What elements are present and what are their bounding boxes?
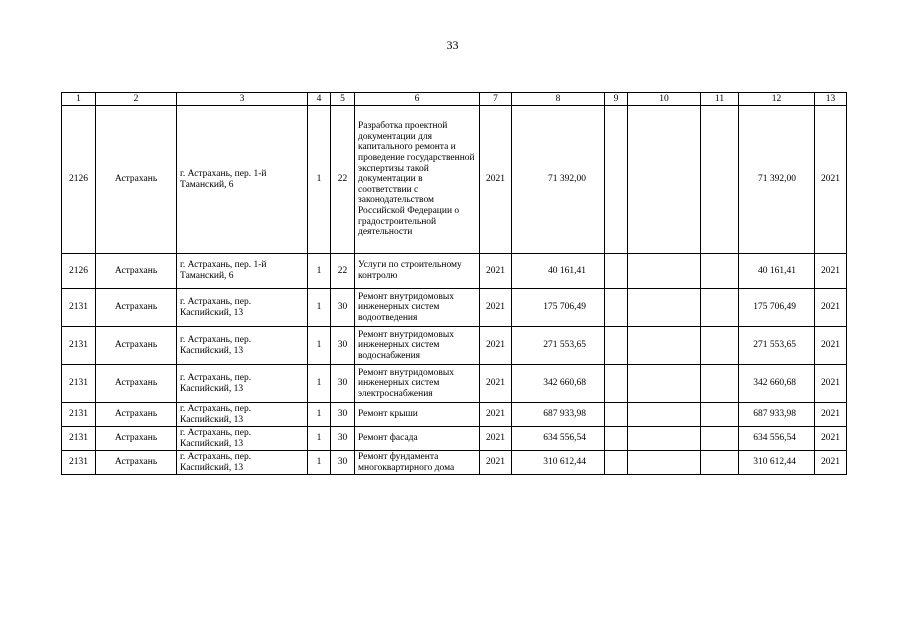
cell-year-end: 2021 (815, 254, 847, 289)
cell-col9 (605, 327, 628, 365)
cell-total: 634 556,54 (739, 427, 815, 451)
table-row (62, 327, 847, 365)
column-header: 13 (815, 93, 847, 106)
cell-address: г. Астрахань, пер. Каспийский, 13 (177, 365, 308, 403)
cell-amount: 71 392,00 (512, 106, 605, 254)
cell-address: г. Астрахань, пер. 1-й Таманский, 6 (177, 254, 308, 289)
cell-col10 (628, 106, 701, 254)
cell-city: Астрахань (96, 289, 177, 327)
column-header: 10 (628, 93, 701, 106)
cell-col4: 1 (308, 327, 331, 365)
cell-year-end: 2021 (815, 327, 847, 365)
cell-address: г. Астрахань, пер. Каспийский, 13 (177, 451, 308, 475)
cell-address: г. Астрахань, пер. Каспийский, 13 (177, 289, 308, 327)
cell-total: 310 612,44 (739, 451, 815, 475)
cell-col4: 1 (308, 403, 331, 427)
cell-address: г. Астрахань, пер. Каспийский, 13 (177, 403, 308, 427)
table-row (62, 254, 847, 289)
column-header: 1 (62, 93, 96, 106)
cell-col10 (628, 427, 701, 451)
cell-year: 2021 (480, 106, 512, 254)
cell-col10 (628, 365, 701, 403)
cell-total: 175 706,49 (739, 289, 815, 327)
cell-work-type: Ремонт внутридомовых инженерных систем водоотведения (355, 289, 480, 327)
cell-col4: 1 (308, 365, 331, 403)
cell-col11 (701, 365, 739, 403)
table-row (62, 427, 847, 451)
cell-city: Астрахань (96, 327, 177, 365)
cell-city: Астрахань (96, 106, 177, 254)
column-header: 7 (480, 93, 512, 106)
cell-col10 (628, 254, 701, 289)
cell-col5: 22 (331, 254, 355, 289)
column-header: 3 (177, 93, 308, 106)
cell-col11 (701, 327, 739, 365)
cell-year-end: 2021 (815, 289, 847, 327)
table-row (62, 451, 847, 475)
cell-year: 2021 (480, 451, 512, 475)
cell-address: г. Астрахань, пер. Каспийский, 13 (177, 327, 308, 365)
column-header: 11 (701, 93, 739, 106)
cell-col10 (628, 289, 701, 327)
cell-col11 (701, 451, 739, 475)
cell-col9 (605, 289, 628, 327)
cell-amount: 310 612,44 (512, 451, 605, 475)
cell-city: Астрахань (96, 427, 177, 451)
cell-address: г. Астрахань, пер. Каспийский, 13 (177, 427, 308, 451)
cell-year-end: 2021 (815, 427, 847, 451)
cell-year: 2021 (480, 365, 512, 403)
column-header: 6 (355, 93, 480, 106)
cell-amount: 634 556,54 (512, 427, 605, 451)
cell-amount: 271 553,65 (512, 327, 605, 365)
cell-col4: 1 (308, 106, 331, 254)
cell-col10 (628, 451, 701, 475)
cell-year: 2021 (480, 327, 512, 365)
cell-col11 (701, 106, 739, 254)
cell-amount: 40 161,41 (512, 254, 605, 289)
cell-col5: 30 (331, 327, 355, 365)
cell-code: 2131 (62, 327, 96, 365)
cell-work-type: Услуги по строительному контролю (355, 254, 480, 289)
cell-address: г. Астрахань, пер. 1-й Таманский, 6 (177, 106, 308, 254)
cell-col4: 1 (308, 427, 331, 451)
cell-code: 2126 (62, 254, 96, 289)
cell-code: 2131 (62, 451, 96, 475)
header-row (62, 93, 847, 106)
cell-work-type: Ремонт фасада (355, 427, 480, 451)
cell-col4: 1 (308, 254, 331, 289)
cell-year: 2021 (480, 427, 512, 451)
cell-col5: 30 (331, 403, 355, 427)
cell-col5: 30 (331, 289, 355, 327)
cell-code: 2131 (62, 403, 96, 427)
cell-total: 687 933,98 (739, 403, 815, 427)
cell-code: 2131 (62, 365, 96, 403)
cell-total: 342 660,68 (739, 365, 815, 403)
cell-total: 40 161,41 (739, 254, 815, 289)
cell-col11 (701, 289, 739, 327)
cell-amount: 687 933,98 (512, 403, 605, 427)
cell-total: 271 553,65 (739, 327, 815, 365)
cell-code: 2131 (62, 289, 96, 327)
column-header: 9 (605, 93, 628, 106)
cell-amount: 342 660,68 (512, 365, 605, 403)
table-row (62, 289, 847, 327)
cell-col9 (605, 451, 628, 475)
table-row (62, 106, 847, 254)
cell-col9 (605, 403, 628, 427)
cell-work-type: Ремонт внутридомовых инженерных систем электроснабжения (355, 365, 480, 403)
cell-city: Астрахань (96, 451, 177, 475)
cell-col11 (701, 403, 739, 427)
cell-col9 (605, 427, 628, 451)
cell-col9 (605, 365, 628, 403)
column-header: 4 (308, 93, 331, 106)
column-header: 12 (739, 93, 815, 106)
cell-city: Астрахань (96, 365, 177, 403)
cell-col5: 30 (331, 451, 355, 475)
column-header: 2 (96, 93, 177, 106)
cell-code: 2126 (62, 106, 96, 254)
table-row (62, 365, 847, 403)
cell-work-type: Ремонт крыши (355, 403, 480, 427)
cell-work-type: Разработка проектной документации для капитального ремонта и проведение государственной экспертизы такой документации в соответствии с законодательством Российской Федерации о градостроительной деятельности (355, 106, 480, 254)
cell-col9 (605, 106, 628, 254)
cell-year: 2021 (480, 254, 512, 289)
cell-year-end: 2021 (815, 106, 847, 254)
cell-year-end: 2021 (815, 403, 847, 427)
cell-year: 2021 (480, 403, 512, 427)
cell-work-type: Ремонт фундамента многоквартирного дома (355, 451, 480, 475)
cell-year-end: 2021 (815, 451, 847, 475)
cell-col4: 1 (308, 289, 331, 327)
cell-year: 2021 (480, 289, 512, 327)
cell-col5: 22 (331, 106, 355, 254)
cell-city: Астрахань (96, 254, 177, 289)
table-row (62, 403, 847, 427)
cell-col5: 30 (331, 365, 355, 403)
cell-col10 (628, 327, 701, 365)
cell-col4: 1 (308, 451, 331, 475)
cell-col10 (628, 403, 701, 427)
cell-year-end: 2021 (815, 365, 847, 403)
column-header: 8 (512, 93, 605, 106)
page-number: 33 (446, 38, 459, 52)
cell-col11 (701, 254, 739, 289)
cell-col11 (701, 427, 739, 451)
cell-col5: 30 (331, 427, 355, 451)
cell-total: 71 392,00 (739, 106, 815, 254)
cell-col9 (605, 254, 628, 289)
cell-code: 2131 (62, 427, 96, 451)
registry-table (61, 92, 847, 475)
cell-city: Астрахань (96, 403, 177, 427)
column-header: 5 (331, 93, 355, 106)
cell-work-type: Ремонт внутридомовых инженерных систем водоснабжения (355, 327, 480, 365)
cell-amount: 175 706,49 (512, 289, 605, 327)
